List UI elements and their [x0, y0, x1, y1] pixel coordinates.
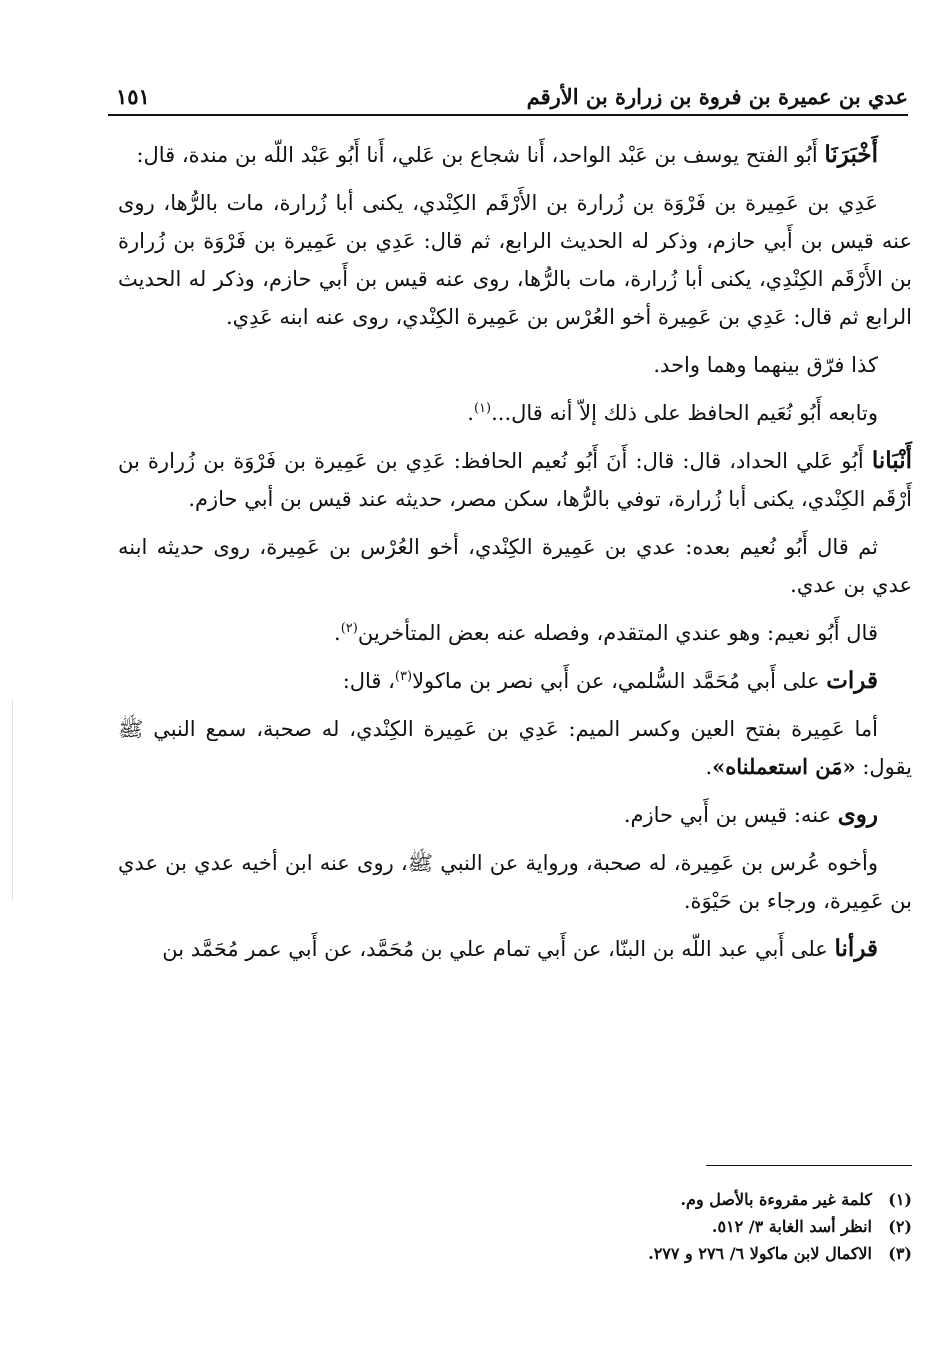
page-header [108, 78, 908, 116]
paragraph [118, 394, 912, 432]
paragraph-text: وتابعه أَبُو نُعَيم الحافظ على ذلك إلاّ أنه قال... [491, 401, 878, 425]
paragraph-lead-word: قرأنا [834, 935, 878, 962]
paragraph [118, 528, 912, 604]
hadith-quote: «مَن استعملناه» [712, 754, 856, 779]
paragraph-end: . [467, 401, 474, 425]
paragraph-text: أما عَمِيرة بفتح العين وكسر الميم: عَدِي بن عَمِيرة الكِنْدي، له صحبة، سمع النبي ﷺ يقول: [118, 717, 912, 779]
page-number: ١٥١ [116, 84, 150, 109]
paragraph-text: أَبُو عَلي الحداد، قال: قال: أَنَ أَبُو نُعيم الحافظ: عَدِي بن عَمِيرة بن فَرْوَة بن زُرارة بن أَرْقَم الكِنْدي، يكنى أبا زُرارة، توفي بالرُّها، سكن مصر، حديثه عند قيس بن أبي حازم. [118, 449, 912, 511]
footnote-number: (١) [888, 1190, 912, 1209]
paragraph [118, 442, 912, 518]
scan-margin-line [12, 700, 13, 900]
paragraph [118, 796, 912, 834]
paragraph [118, 844, 912, 920]
footnote-number: (٢) [888, 1217, 912, 1236]
paragraph-text: على أَبي عبد اللّه بن البنّا، عن أَبي تمام علي بن مُحَمَّد، عن أَبي عمر مُحَمَّد بن [162, 937, 835, 961]
paragraph [118, 930, 912, 968]
footnote-item [300, 1213, 912, 1240]
paragraph-text: عَدِي بن عَمِيرة بن فَرْوَة بن زُرارة بن الأَرْقَم الكِنْدي، يكنى أبا زُرارة، مات بالرُّها، روى عنه قيس بن أَبي حازم، وذكر له الحديث الرابع، ثم قال: عَدِي بن عَمِيرة بن فَرْوَة بن زُرارة بن الأَرْقَم الكِنْدِي، يكنى أبا زُرارة، مات بالرُّها، روى عنه قيس بن أَبي حازم، وذكر له الحديث الرابع ثم قال: عَدِي بن عَمِيرة أخو العُرْس بن عَمِيرة الكِنْدي، روى عنه ابنه عَدِي. [118, 191, 912, 329]
paragraph-end: ، قال: [342, 669, 395, 693]
footnote-divider [706, 1165, 912, 1166]
paragraph [118, 710, 912, 786]
running-head: عدي بن عميرة بن فروة بن زرارة بن الأرقم [526, 84, 908, 109]
paragraph [118, 614, 912, 652]
footnote-text: كلمة غير مقروءة بالأصل وم. [680, 1190, 872, 1209]
paragraph-end: . [705, 755, 713, 779]
paragraph [118, 662, 912, 700]
paragraph-text: كذا فرّق بينهما وهما واحد. [653, 353, 878, 377]
footnote-ref[interactable]: (٣) [394, 669, 413, 684]
paragraph-text: ثم قال أَبُو نُعيم بعده: عدي بن عَمِيرة الكِنْدي، أخو العُرْس بن عَمِيرة، روى حديثه ابنه عدي بن عدي. [118, 535, 912, 597]
paragraph-lead-word: قرات [826, 667, 878, 694]
footnotes [300, 1186, 912, 1267]
paragraph [118, 184, 912, 336]
paragraph-lead-word: أَنْبَانا [871, 447, 912, 474]
footnote-ref[interactable]: (١) [473, 401, 492, 416]
footnote-number: (٣) [888, 1244, 912, 1263]
paragraph [118, 346, 912, 384]
footnote-item [300, 1186, 912, 1213]
paragraph-end: . [334, 621, 341, 645]
paragraph-text: على أَبي مُحَمَّد السُّلمي، عن أَبي نصر بن ماكولا [412, 669, 827, 693]
footnote-ref[interactable]: (٢) [340, 621, 358, 636]
main-text [118, 136, 912, 978]
paragraph-text: وأخوه عُرس بن عَمِيرة، له صحبة، ورواية عن النبي ﷺ، روى عنه ابن أخيه عدي بن عدي بن عَمِيرة، ورجاء بن حَيْوَة. [118, 851, 912, 913]
paragraph-lead-word: أَخْبَرَنَا [824, 141, 878, 168]
footnote-text: انظر أسد الغابة ٣/ ٥١٢. [711, 1217, 872, 1236]
footnote-item [300, 1240, 912, 1267]
paragraph-text: قال أَبُو نعيم: وهو عندي المتقدم، وفصله عنه بعض المتأخرين [357, 621, 878, 645]
footnote-text: الاكمال لابن ماكولا ٦/ ٢٧٦ و ٢٧٧. [648, 1244, 872, 1263]
paragraph [118, 136, 912, 174]
paragraph-text: عنه: قيس بن أَبي حازم. [623, 803, 838, 827]
paragraph-text: أَبُو الفتح يوسف بن عَبْد الواحد، أَنا شجاع بن عَلي، أَنا أَبُو عَبْد اللّه بن مندة، قال: [136, 143, 825, 167]
paragraph-lead-word: روى [837, 801, 878, 828]
